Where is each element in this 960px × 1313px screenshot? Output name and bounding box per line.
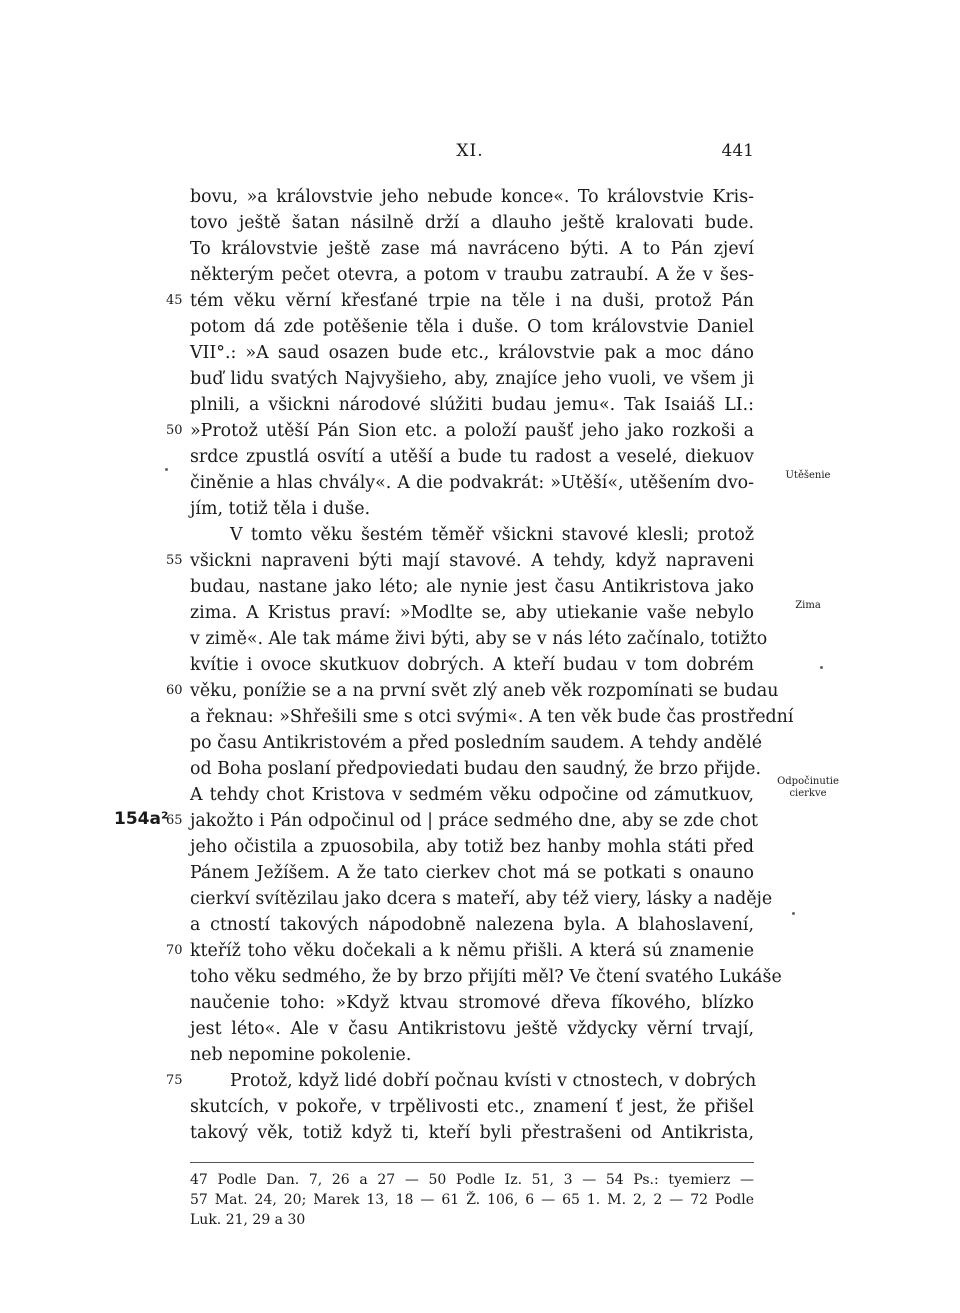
text-line: zima. A Kristus praví: »Modlte se, aby utiekanie vaše nebylo	[190, 603, 754, 623]
text-line: neb nepomine pokolenie.	[190, 1045, 412, 1065]
text-line: Protož, když lidé dobří počnau kvísti v ctnostech, v dobrých	[230, 1071, 757, 1091]
text-line: A tehdy chot Kristova v sedmém věku odpočine od zámutkuov,	[190, 785, 754, 805]
text-line: a řeknau: »Shřešili sme s otci svými«. A ten věk bude čas prostřední	[190, 707, 794, 727]
page-number: 441	[721, 141, 754, 161]
text-line: a ctností takových nápodobně nalezena byla. A blahoslavení,	[190, 915, 754, 935]
footnote-rule	[190, 1162, 754, 1163]
ink-speck	[792, 912, 795, 915]
line-number: 45	[166, 293, 183, 308]
footnote-line: Luk. 21, 29 a 30	[190, 1212, 306, 1228]
text-line: skutcích, v pokoře, v trpělivosti etc., znamení ť jest, že přišel	[190, 1097, 754, 1117]
margin-note-utesenie: Utěšenie	[785, 470, 831, 481]
text-line: od Boha poslaní předpoviedati budau den saudný, že brzo přijde.	[190, 759, 762, 779]
line-number: 50	[166, 423, 183, 438]
text-line: tovo ještě šatan násilně drží a dlauho ještě kralovati bude.	[190, 213, 754, 233]
text-line: naučenie toho: »Když ktvau stromové dřeva fíkového, blízko	[190, 993, 754, 1013]
text-line: některým pečet otevra, a potom v traubu zatraubí. A že v šes-	[190, 265, 754, 285]
text-line: věku, ponížie se a na první svět zlý aneb věk rozpomínati se budau	[190, 681, 779, 701]
text-line: V tomto věku šestém těměř všickni stavové klesli; protož	[230, 525, 754, 545]
text-line: buď lidu svatých Najvyšieho, aby, znajíce jeho vuoli, ve všem ji	[190, 369, 754, 389]
ink-speck	[165, 468, 168, 471]
text-line: Pánem Ježíšem. A že tato cierkev chot má se potkati s onauno	[190, 863, 754, 883]
text-line: srdce zpustlá osvítí a utěší a bude tu radost a veselé, diekuov	[190, 447, 754, 467]
text-line: To královstvie ještě zase má navráceno býti. A to Pán zjeví	[190, 239, 754, 259]
text-line: jest léto«. Ale v času Antikristovu ještě vždycky věrní trvají,	[190, 1019, 754, 1039]
line-number: 65	[166, 813, 183, 828]
text-line: »Protož utěší Pán Sion etc. a položí paušť jeho jako rozkoši a	[190, 421, 754, 441]
text-line: činěnie a hlas chvály«. A die podvakrát: »Utěší«, utěšením dvo-	[190, 473, 754, 493]
ink-speck	[820, 666, 823, 669]
text-line: cierkví svítězilau jako dcera s mateří, aby též viery, lásky a naděje	[190, 889, 773, 909]
text-line: bovu, »a královstvie jeho nebude konce«. To královstvie Kris-	[190, 187, 754, 207]
line-number: 60	[166, 683, 183, 698]
text-line: jím, totiž těla i duše.	[190, 499, 371, 519]
text-line: VII°.: »A saud osazen bude etc., královstvie pak a moc dáno	[190, 343, 754, 363]
text-line: po času Antikristovém a před posledním saudem. A tehdy andělé	[190, 733, 763, 753]
footnote-line: 47 Podle Dan. 7, 26 a 27 — 50 Podle Iz. 51, 3 — 54 Ps.: tyemierz —	[190, 1172, 754, 1188]
text-line: kvítie i ovoce skutkuov dobrých. A kteří budau v tom dobrém	[190, 655, 754, 675]
text-line: budau, nastane jako léto; ale nynie jest času Antikristova jako	[190, 577, 754, 597]
line-number: 75	[166, 1073, 183, 1088]
text-line: takový věk, totiž když ti, kteří byli přestrašeni od Antikrista,	[190, 1123, 754, 1143]
line-number: 70	[166, 943, 183, 958]
folio-mark: 154a²	[114, 809, 169, 829]
text-line: v zimě«. Ale tak máme živi býti, aby se v nás léto začínalo, totižto	[190, 629, 768, 649]
text-line: jeho očistila a zpuosobila, aby totiž bez hanby mohla státi před	[190, 837, 754, 857]
margin-note-odpocinutie: Odpočinutie cierkve	[777, 776, 839, 799]
text-line: plnili, a všickni národové slúžiti budau jemu«. Tak Isaiáš LI.:	[190, 395, 754, 415]
line-number: 55	[166, 553, 183, 568]
text-line: toho věku sedmého, že by brzo přijíti měl? Ve čtení svatého Lukáše	[190, 967, 782, 987]
text-line: tém věku věrní křesťané trpie na těle i na duši, protož Pán	[190, 291, 754, 311]
text-line: potom dá zde potěšenie těla i duše. O tom královstvie Daniel	[190, 317, 754, 337]
text-line: jakožto i Pán odpočinul od | práce sedmého dne, aby se zde chot	[190, 811, 759, 831]
text-line: všickni napraveni býti mají stavové. A tehdy, když napraveni	[190, 551, 754, 571]
chapter-heading: XI.	[456, 141, 484, 161]
footnote-line: 57 Mat. 24, 20; Marek 13, 18 — 61 Ž. 106, 6 — 65 1. M. 2, 2 — 72 Podle	[190, 1192, 754, 1208]
margin-note-zima: Zima	[795, 600, 821, 611]
text-line: kteříž toho věku dočekali a k němu přišli. A která sú znamenie	[190, 941, 754, 961]
